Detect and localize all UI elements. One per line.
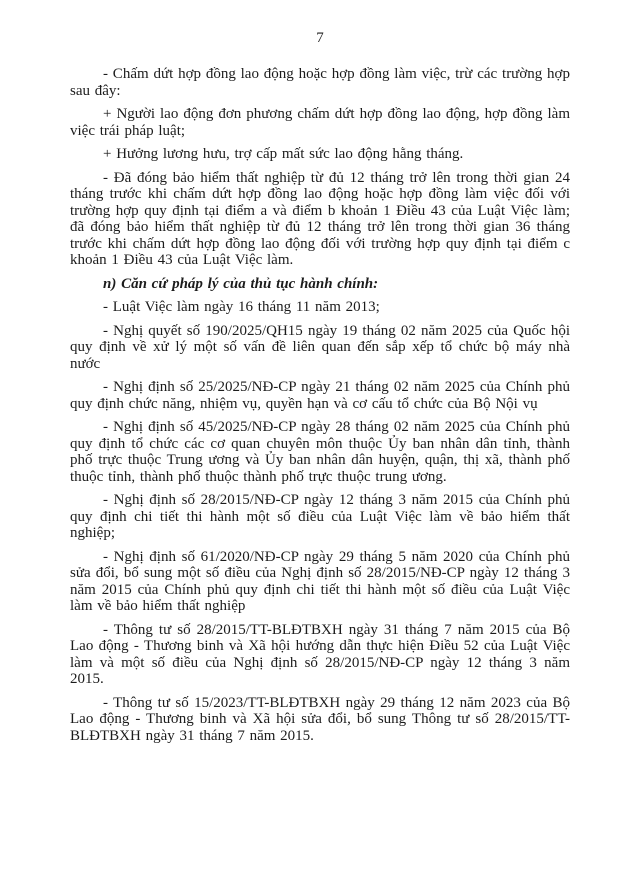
paragraph: - Luật Việc làm ngày 16 tháng 11 năm 2013;	[103, 299, 380, 315]
paragraph: + Người lao động đơn phương chấm dứt hợp đồng lao động, hợp đồng làm việc trái pháp luật;	[70, 106, 570, 139]
paragraph: - Nghị định số 25/2025/NĐ-CP ngày 21 tháng 02 năm 2025 của Chính phủ quy định chức năng, nhiệm vụ, quyền hạn và cơ cấu tổ chức của Bộ Nội vụ	[70, 379, 570, 412]
paragraph: - Nghị định số 45/2025/NĐ-CP ngày 28 tháng 02 năm 2025 của Chính phủ quy định tổ chức các cơ quan chuyên môn thuộc Ủy ban nhân dân tỉnh, thành phố trực thuộc Trung ương và Ủy ban nhân dân huyện, quận, thị xã, thành phố thuộc tỉnh, thành phố thuộc thành phố trực thuộc trung ương.	[70, 419, 570, 485]
paragraph: - Nghị quyết số 190/2025/QH15 ngày 19 tháng 02 năm 2025 của Quốc hội quy định về xử lý một số vấn đề liên quan đến sắp xếp tổ chức bộ máy nhà nước	[70, 322, 570, 372]
paragraph: - Nghị định số 61/2020/NĐ-CP ngày 29 tháng 5 năm 2020 của Chính phủ sửa đổi, bổ sung một số điều của Nghị định số 28/2015/NĐ-CP ngày 12 tháng 3 năm 2015 của Chính phủ quy định chi tiết thi hành một số điều của Luật Việc làm về bảo hiểm thất nghiệp	[70, 548, 570, 614]
document-body	[70, 66, 570, 744]
paragraph: + Hưởng lương hưu, trợ cấp mất sức lao động hằng tháng.	[103, 146, 464, 162]
paragraph: - Thông tư số 15/2023/TT-BLĐTBXH ngày 29 tháng 12 năm 2023 của Bộ Lao động - Thương binh và Xã hội sửa đổi, bổ sung Thông tư số 28/2015/TT-BLĐTBXH ngày 31 tháng 7 năm 2015.	[70, 694, 570, 744]
paragraph: - Đã đóng bảo hiểm thất nghiệp từ đủ 12 tháng trở lên trong thời gian 24 tháng trước khi chấm dứt hợp đồng lao động hoặc hợp đồng làm việc đối với trường hợp quy định tại điểm a và điểm b khoản 1 Điều 43 của Luật Việc làm; đã đóng bảo hiểm thất nghiệp từ đủ 12 tháng trở lên trong thời gian 36 tháng trước khi chấm dứt hợp đồng lao động đối với trường hợp quy định tại điểm c khoản 1 Điều 43 của Luật Việc làm.	[70, 169, 570, 268]
paragraph: - Thông tư số 28/2015/TT-BLĐTBXH ngày 31 tháng 7 năm 2015 của Bộ Lao động - Thương binh và Xã hội hướng dẫn thực hiện Điều 52 của Luật Việc làm và một số điều của Nghị định số 28/2015/NĐ-CP ngày 12 tháng 3 năm 2015.	[70, 621, 570, 687]
paragraph: - Chấm dứt hợp đồng lao động hoặc hợp đồng làm việc, trừ các trường hợp sau đây:	[70, 66, 570, 99]
page-number: 7	[316, 30, 324, 46]
paragraph: - Nghị định số 28/2015/NĐ-CP ngày 12 tháng 3 năm 2015 của Chính phủ quy định chi tiết thi hành một số điều của Luật Việc làm về bảo hiểm thất nghiệp;	[70, 492, 570, 541]
paragraph: n) Căn cứ pháp lý của thủ tục hành chính:	[103, 275, 379, 292]
